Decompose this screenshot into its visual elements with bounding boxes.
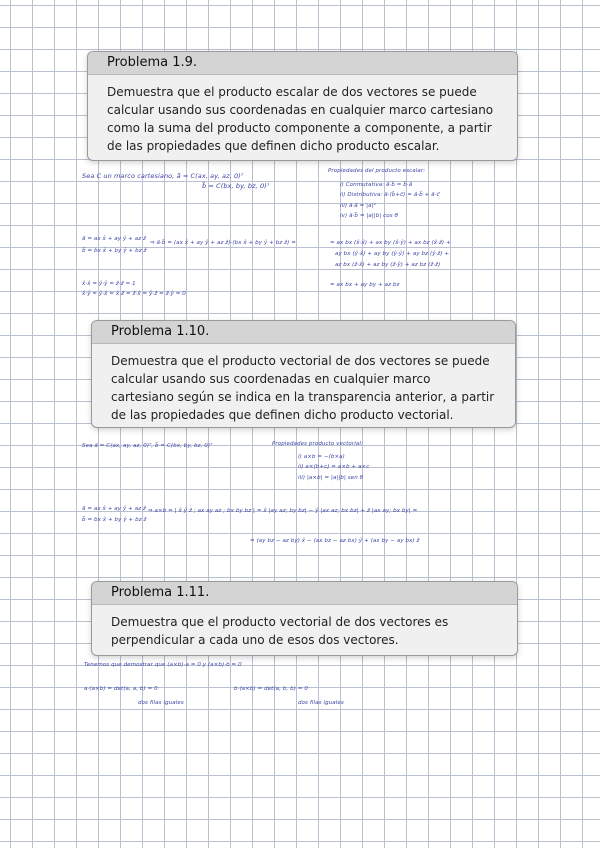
note-line: = ax bx + ay by + az bz <box>330 282 400 288</box>
note-line: Sea C un marco cartesiano, a⃗ = C(ax, ay, az, 0)ᵀ <box>82 172 244 180</box>
note-line: b⃗ = C(bx, by, bz, 0)ᵀ <box>202 182 270 190</box>
note-line: Tenemos que demostrar que (a×b)·a = 0 y (a×b)·b = 0 <box>84 662 242 668</box>
note-line: = ax bx (x̂·x̂) + ax by (x̂·ŷ) + ax bz (x̂·ẑ) + <box>330 240 451 246</box>
problem-card-1-11 <box>91 581 518 656</box>
note-line: ii) a×(b+c) = a×b + a×c <box>298 464 370 470</box>
note-line: a⃗ = ax x̂ + ay ŷ + az ẑ <box>82 236 147 242</box>
problem-statement: Demuestra que el producto vectorial de dos vectores se puede calcular usando sus coordenadas en cualquier marco cartesiano según se indica en la transparencia anterior, a partir de las propiedades que definen dicho producto vectorial. <box>111 354 495 422</box>
note-line: Sea a⃗ = C(ax, ay, az, 0)ᵀ, b⃗ = C(bx, by, bz, 0)ᵀ <box>82 443 213 449</box>
note-line: i) a×b = −(b×a) <box>298 454 345 460</box>
note-line: b⃗ = bx x̂ + by ŷ + bz ẑ <box>82 248 147 254</box>
note-line: ⇒ a⃗·b⃗ = (ax x̂ + ay ŷ + az ẑ)·(bx x̂ + by ŷ + bz ẑ) = <box>150 240 296 246</box>
note-line: ⇒ a×b = | x̂ ŷ ẑ ; ax ay az ; bx by bz | = x̂ |ay az; by bz| − ŷ |ax az; bx bz| + ẑ |ax ay; bx by| = <box>148 508 418 514</box>
note-line: i) Conmutativa: a⃗·b⃗ = b⃗·a⃗ <box>340 182 413 188</box>
note-line: b·(a×b) = det(a, b, b) = 0 <box>234 686 308 692</box>
problem-title: Problema 1.10. <box>92 321 515 344</box>
note-line: az bx (ẑ·x̂) + az by (ẑ·ŷ) + az bz (ẑ·ẑ) <box>335 262 441 268</box>
problem-statement: Demuestra que el producto escalar de dos vectores se puede calcular usando sus coordenadas en cualquier marco cartesiano como la suma del producto componente a componente, a partir de las propiedades que definen dicho producto escalar. <box>107 85 494 153</box>
problem-title: Problema 1.9. <box>88 52 517 75</box>
note-line: x̂·x̂ = ŷ·ŷ = ẑ·ẑ = 1 <box>82 281 136 287</box>
note-line: Propiedades producto vectorial: <box>272 441 363 447</box>
note-line: b⃗ = bx x̂ + by ŷ + bz ẑ <box>82 517 147 523</box>
note-line: ay bx (ŷ·x̂) + ay by (ŷ·ŷ) + ay bz (ŷ·ẑ) + <box>335 251 450 257</box>
problem-card-1-10 <box>91 320 516 428</box>
note-line: Propiedades del producto escalar: <box>328 168 426 174</box>
note-line: ii) Distributiva: a⃗·(b⃗+c⃗) = a⃗·b⃗ + a⃗·c⃗ <box>340 192 440 198</box>
note-line: = (ay bz − az by) x̂ − (ax bz − az bx) ŷ + (ax by − ay bx) ẑ <box>250 538 420 544</box>
note-line: dos filas iguales <box>138 700 184 706</box>
problem-statement: Demuestra que el producto vectorial de dos vectores es perpendicular a cada uno de esos dos vectores. <box>111 615 449 647</box>
problem-title: Problema 1.11. <box>92 582 517 605</box>
note-line: x̂·ŷ = ŷ·x̂ = x̂·ẑ = ẑ·x̂ = ŷ·ẑ = ẑ·ŷ = 0 <box>82 291 186 297</box>
note-line: iii) a⃗·a⃗ = |a|² <box>340 203 376 209</box>
note-line: a⃗ = ax x̂ + ay ŷ + az ẑ <box>82 506 147 512</box>
note-line: iv) a⃗·b⃗ = |a||b| cos θ <box>340 213 398 219</box>
note-line: iii) |a×b| = |a||b| sen θ <box>298 475 364 481</box>
note-line: a·(a×b) = det(a, a, b) = 0 <box>84 686 158 692</box>
note-line: dos filas iguales <box>298 700 344 706</box>
problem-card-1-9 <box>87 51 518 161</box>
